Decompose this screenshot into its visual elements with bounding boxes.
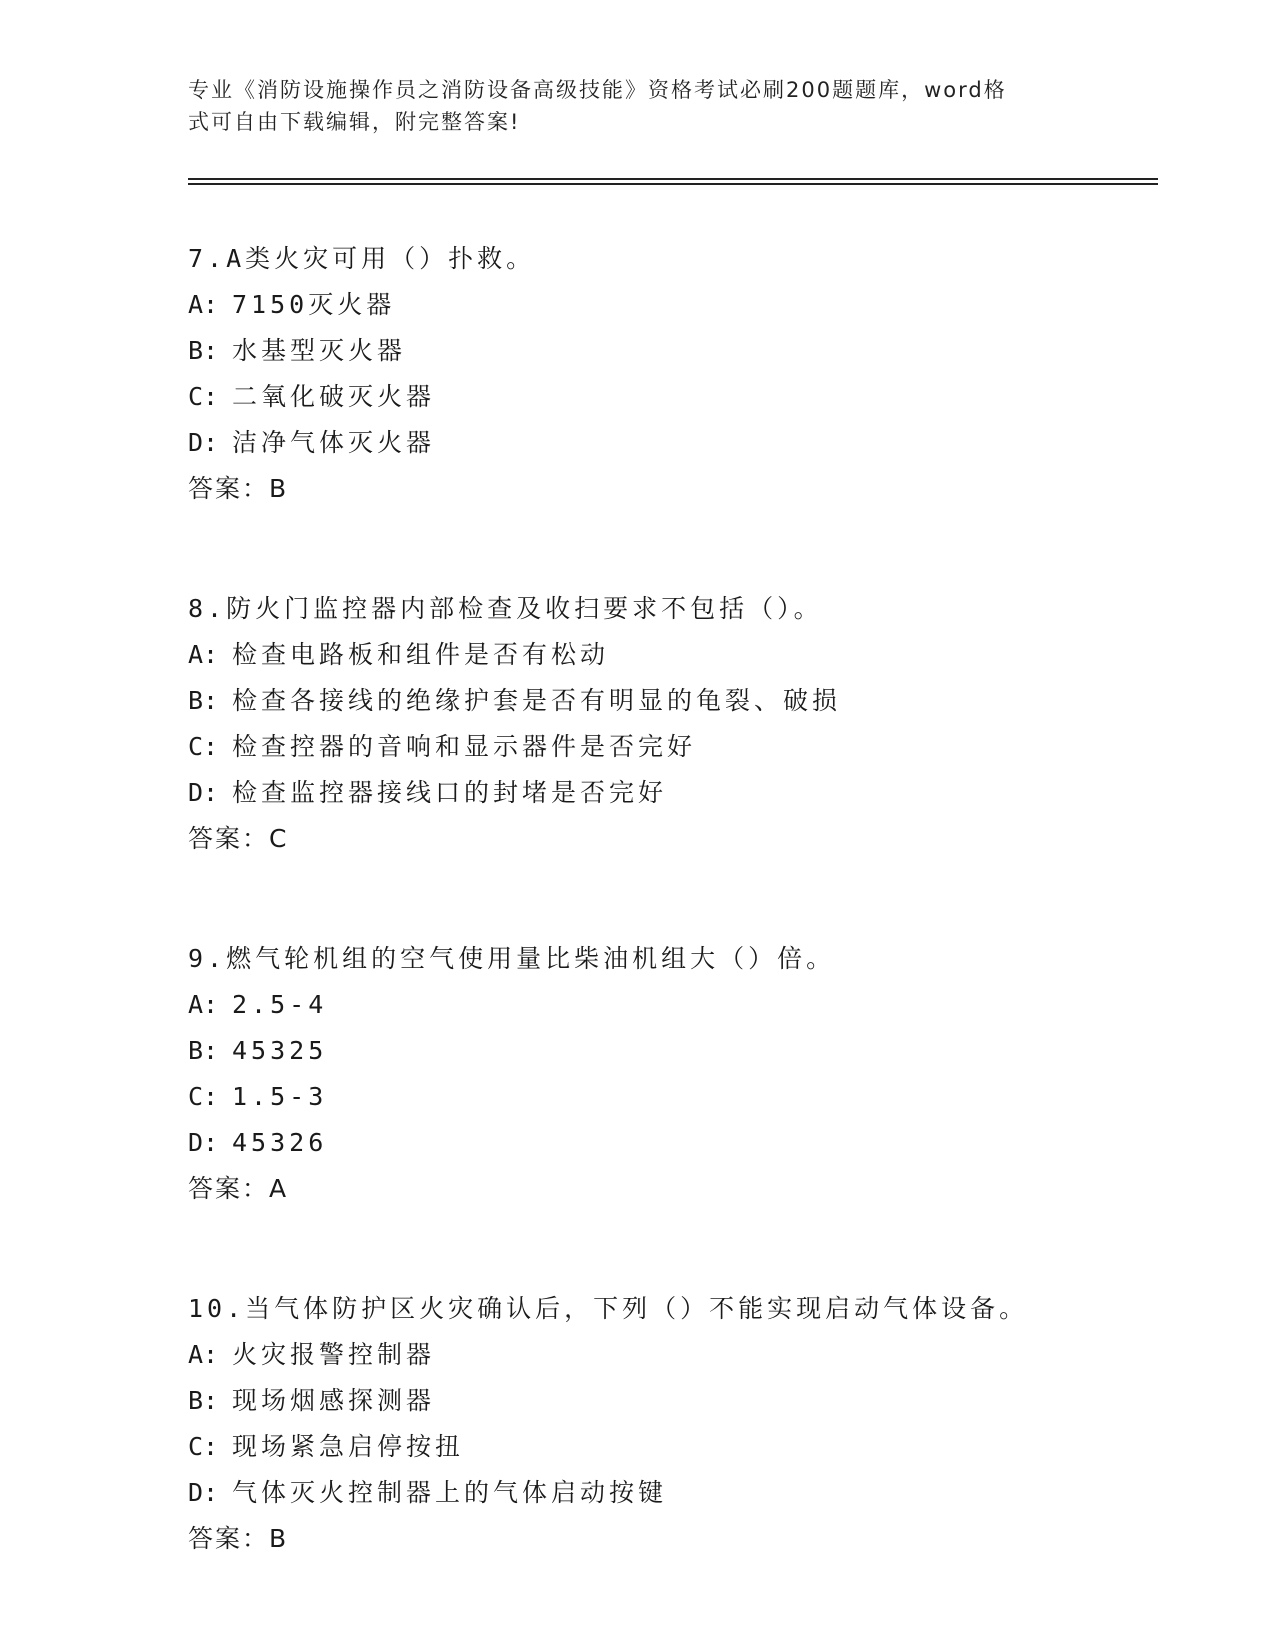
- question-stem: 8.防火门监控器内部检查及收扫要求不包括（）。: [188, 594, 823, 623]
- option-letter: A:: [188, 1340, 219, 1369]
- option-text: 45325: [232, 1036, 328, 1065]
- option-a: [188, 632, 1158, 678]
- question-9: [188, 936, 1158, 1212]
- header-divider-bottom: [188, 183, 1158, 185]
- option-text: 1.5-3: [232, 1082, 328, 1111]
- option-letter: B:: [188, 686, 219, 715]
- option-letter: D:: [188, 1478, 219, 1507]
- option-letter: B:: [188, 1386, 219, 1415]
- option-text: 检查各接线的绝缘护套是否有明显的龟裂、破损: [232, 686, 842, 715]
- option-text: 45326: [232, 1128, 328, 1157]
- option-text: 检查监控器接线口的封堵是否完好: [232, 778, 668, 807]
- option-letter: B:: [188, 1036, 219, 1065]
- option-b: [188, 328, 1158, 374]
- question-8: [188, 586, 1158, 862]
- option-b: [188, 1378, 1158, 1424]
- option-b: [188, 1028, 1158, 1074]
- option-a: [188, 982, 1158, 1028]
- question-stem: 10.当气体防护区火灾确认后，下列（）不能实现启动气体设备。: [188, 1294, 1029, 1323]
- document-header: [188, 74, 1068, 138]
- option-d: [188, 770, 1158, 816]
- option-text: 现场紧急启停按扭: [232, 1432, 465, 1461]
- option-letter: C:: [188, 382, 219, 411]
- option-text: 现场烟感探测器: [232, 1386, 436, 1415]
- option-letter: C:: [188, 732, 219, 761]
- question-stem: 9.燃气轮机组的空气使用量比柴油机组大（）倍。: [188, 944, 836, 973]
- option-a: [188, 1332, 1158, 1378]
- option-letter: A:: [188, 290, 219, 319]
- option-d: [188, 420, 1158, 466]
- option-letter: D:: [188, 1128, 219, 1157]
- question-10: [188, 1286, 1158, 1562]
- option-letter: C:: [188, 1082, 219, 1111]
- header-title-line-2: 式可自由下载编辑，附完整答案!: [188, 110, 521, 134]
- answer-line: 答案：A: [188, 1174, 289, 1203]
- header-title-line-1: 专业《消防设施操作员之消防设备高级技能》资格考试必刷200题题库，word格: [188, 78, 1007, 102]
- option-letter: D:: [188, 428, 219, 457]
- header-divider-top: [188, 178, 1158, 180]
- option-c: [188, 1074, 1158, 1120]
- option-letter: C:: [188, 1432, 219, 1461]
- option-c: [188, 1424, 1158, 1470]
- answer-line: 答案：C: [188, 824, 289, 853]
- option-letter: A:: [188, 640, 219, 669]
- option-text: 二氧化破灭火器: [232, 382, 436, 411]
- option-text: 2.5-4: [232, 990, 328, 1019]
- option-d: [188, 1470, 1158, 1516]
- option-text: 水基型灭火器: [232, 336, 407, 365]
- option-text: 7150灭火器: [232, 290, 396, 319]
- question-list: [188, 236, 1158, 1636]
- option-letter: A:: [188, 990, 219, 1019]
- option-c: [188, 374, 1158, 420]
- option-d: [188, 1120, 1158, 1166]
- question-stem: 7.A类火灾可用（）扑救。: [188, 244, 536, 273]
- option-text: 火灾报警控制器: [232, 1340, 436, 1369]
- option-c: [188, 724, 1158, 770]
- option-b: [188, 678, 1158, 724]
- answer-line: 答案：B: [188, 1524, 289, 1553]
- option-text: 检查电路板和组件是否有松动: [232, 640, 610, 669]
- option-text: 检查控器的音响和显示器件是否完好: [232, 732, 697, 761]
- option-a: [188, 282, 1158, 328]
- option-letter: B:: [188, 336, 219, 365]
- question-7: [188, 236, 1158, 512]
- option-text: 气体灭火控制器上的气体启动按键: [232, 1478, 668, 1507]
- option-text: 洁净气体灭火器: [232, 428, 436, 457]
- answer-line: 答案：B: [188, 474, 289, 503]
- option-letter: D:: [188, 778, 219, 807]
